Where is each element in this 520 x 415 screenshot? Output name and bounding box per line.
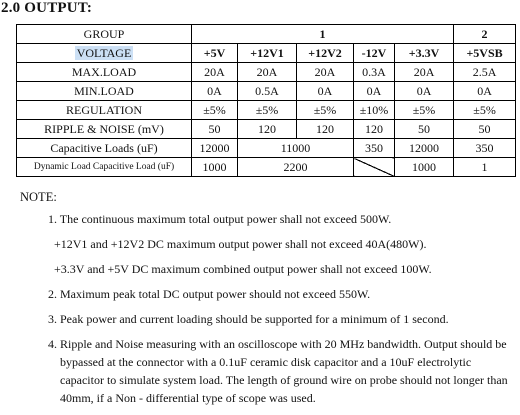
table-cell: 0A <box>192 82 238 101</box>
table-cell: 0A <box>297 82 354 101</box>
table-cell: ±10% <box>354 101 395 120</box>
table-cell: 20A <box>297 63 354 82</box>
column-header: +5VSB <box>454 44 516 63</box>
table-cell: 1 <box>454 158 516 177</box>
table-cell: 120 <box>297 120 354 139</box>
table-cell: 11000 <box>238 139 354 158</box>
table-cell: 20A <box>395 63 454 82</box>
table-cell: 12000 <box>192 139 238 158</box>
section-heading: 2.0 OUTPUT: <box>1 0 93 16</box>
note-4-line-3: capacitor to simulate system load. The length of ground wire on probe should not longer than <box>60 373 508 387</box>
table-row-max-load <box>17 63 516 82</box>
row-label: Capacitive Loads (uF) <box>17 139 192 158</box>
table-cell: 20A <box>238 63 297 82</box>
table-row-min-load <box>17 82 516 101</box>
note-3: 3. Peak power and current loading should be supported for a minimum of 1 second. <box>48 312 449 326</box>
table-cell: 350 <box>354 139 395 158</box>
row-label: MAX.LOAD <box>17 63 192 82</box>
column-header: -12V <box>354 44 395 63</box>
voltage-label: VOLTAGE <box>76 45 132 60</box>
table-cell: ±5% <box>192 101 238 120</box>
table-cell: 50 <box>395 120 454 139</box>
table-cell: 2.5A <box>454 63 516 82</box>
note-1: 1. The continuous maximum total output power shall not exceed 500W. <box>48 212 392 226</box>
note-4-line-2: bypassed at the connector with a 0.1uF ceramic disk capacitor and a 10uF electrolytic <box>60 355 472 369</box>
group-2-cell: 2 <box>454 25 516 44</box>
table-cell: 20A <box>192 63 238 82</box>
output-spec-table <box>16 24 516 177</box>
empty-diagonal-cell <box>354 158 395 177</box>
table-cell: 0A <box>454 82 516 101</box>
table-cell: 50 <box>454 120 516 139</box>
table-cell: 1000 <box>192 158 238 177</box>
voltage-label-cell <box>17 44 192 63</box>
notes-title: NOTE: <box>20 190 57 204</box>
table-cell: 0.3A <box>354 63 395 82</box>
row-label: REGULATION <box>17 101 192 120</box>
note-4-line-4: 40mm, if a Non - differential type of scope was used. <box>60 391 316 405</box>
row-label: MIN.LOAD <box>17 82 192 101</box>
table-row-ripple-noise <box>17 120 516 139</box>
table-cell: 0A <box>354 82 395 101</box>
column-header: +12V2 <box>297 44 354 63</box>
note-2: 2. Maximum peak total DC output power should not exceed 550W. <box>48 287 371 301</box>
group-label: GROUP <box>17 25 192 44</box>
table-row-capacitive-loads <box>17 139 516 158</box>
table-cell: 0A <box>395 82 454 101</box>
table-cell: 1000 <box>395 158 454 177</box>
table-row-regulation <box>17 101 516 120</box>
column-header: +5V <box>192 44 238 63</box>
column-header: +12V1 <box>238 44 297 63</box>
table-cell: ±5% <box>238 101 297 120</box>
table-cell: ±5% <box>454 101 516 120</box>
table-cell: ±5% <box>395 101 454 120</box>
table-cell: 0.5A <box>238 82 297 101</box>
note-1a: +12V1 and +12V2 DC maximum output power shall not exceed 40A(480W). <box>54 237 427 251</box>
table-row-voltage <box>17 44 516 63</box>
note-4-line-1: 4. Ripple and Noise measuring with an oscilloscope with 20 MHz bandwidth. Output should be <box>48 337 507 351</box>
column-header: +3.3V <box>395 44 454 63</box>
row-label: RIPPLE & NOISE (mV) <box>17 120 192 139</box>
note-1b: +3.3V and +5V DC maximum combined output power shall not exceed 100W. <box>54 262 432 276</box>
group-1-cell: 1 <box>192 25 454 44</box>
row-label: Dynamic Load Capacitive Load (uF) <box>17 158 192 177</box>
table-row-dynamic-load <box>17 158 516 177</box>
table-cell: 350 <box>454 139 516 158</box>
table-row-group <box>17 25 516 44</box>
table-cell: 12000 <box>395 139 454 158</box>
table-cell: 120 <box>354 120 395 139</box>
table-cell: 2200 <box>238 158 354 177</box>
table-cell: ±5% <box>297 101 354 120</box>
table-cell: 50 <box>192 120 238 139</box>
table-cell: 120 <box>238 120 297 139</box>
